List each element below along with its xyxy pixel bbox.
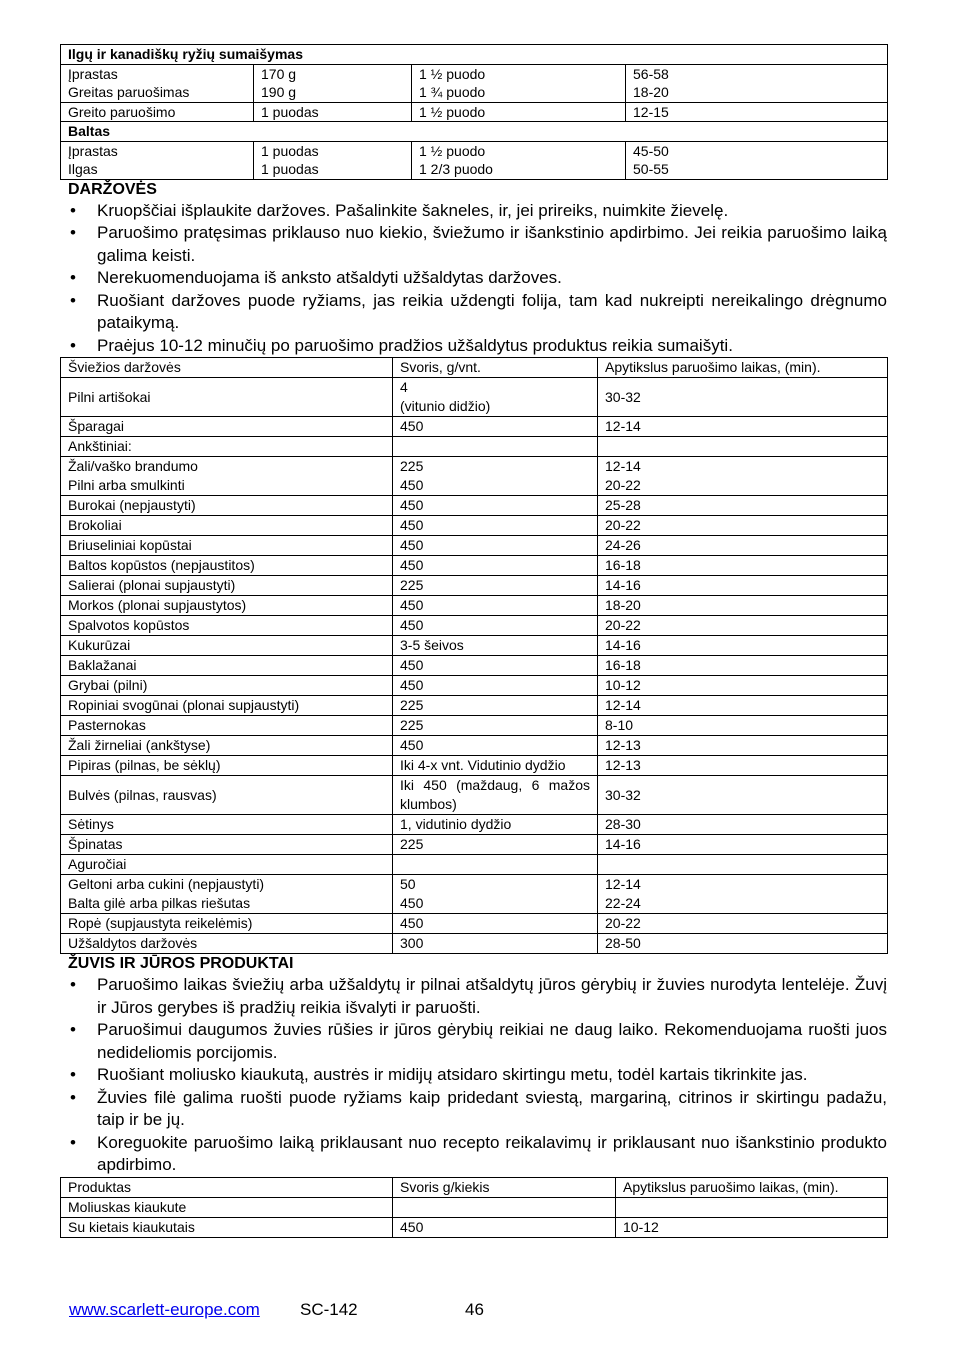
table-row <box>61 815 888 835</box>
table-cell: 8-10 <box>598 716 888 736</box>
table-cell: Aguročiai <box>61 855 393 875</box>
fish-bullet-list <box>60 974 887 1177</box>
bullet-item <box>60 974 887 1019</box>
table-cell: 450 <box>393 516 598 536</box>
table-cell: 28-50 <box>598 934 888 954</box>
table-cell: Ropiniai svogūnai (plonai supjaustyti) <box>61 696 393 716</box>
website-link[interactable]: www.scarlett-europe.com <box>69 1300 260 1319</box>
table-cell: 450 <box>393 1217 616 1237</box>
table-cell: 1 puodas <box>254 102 412 122</box>
table-cell: 30-32 <box>598 776 888 815</box>
table-cell: Briuseliniai kopūstai <box>61 536 393 556</box>
table-cell: 450 <box>393 616 598 636</box>
table-cell: 1 ½ puodo <box>412 102 626 122</box>
vegetables-table <box>60 357 888 954</box>
table-cell: 450 <box>393 496 598 516</box>
table-cell: 450 <box>393 536 598 556</box>
table-row <box>61 496 888 516</box>
bullet-icon: • <box>70 1087 76 1107</box>
table-cell <box>393 855 598 875</box>
bullet-text: Koreguokite paruošimo laiką priklausant nuo recepto reikalavimų ir priklausant nuo išankstinio produkto apdirbimo. <box>97 1132 887 1174</box>
bullet-item <box>60 290 887 335</box>
section-title: Baltas <box>61 122 888 142</box>
table-row <box>61 1217 888 1237</box>
table-row <box>61 1197 888 1217</box>
table-row <box>61 716 888 736</box>
table-cell: 12-14 20-22 <box>598 457 888 496</box>
table-cell: Brokoliai <box>61 516 393 536</box>
table-cell: Spalvotos kopūstos <box>61 616 393 636</box>
table-cell: 450 <box>393 417 598 437</box>
header-cell: Produktas <box>61 1177 393 1197</box>
table-cell: 4 (vitunio didžio) <box>393 378 598 417</box>
table-cell: 24-26 <box>598 536 888 556</box>
table-cell: Sėtinys <box>61 815 393 835</box>
table-row <box>61 616 888 636</box>
bullet-text: Ruošiant moliusko kiaukutą, austrės ir midijų atsidaro skirtingu metu, todėl kartais tikrinkite jas. <box>97 1065 808 1084</box>
table-cell: 225 <box>393 716 598 736</box>
table-row <box>61 736 888 756</box>
section-header-row <box>61 45 888 65</box>
table-cell <box>393 1197 616 1217</box>
table-cell: Įprastas Greitas paruošimas <box>61 64 254 102</box>
bullet-icon: • <box>70 200 76 220</box>
table-cell: 12-13 <box>598 756 888 776</box>
table-cell: 30-32 <box>598 378 888 417</box>
table-row <box>61 576 888 596</box>
table-cell: Iki 450 (maždaug, 6 mažos klumbos) <box>393 776 598 815</box>
bullet-item <box>60 267 887 290</box>
rice-table <box>60 44 888 180</box>
table-cell: Ankštiniai: <box>61 437 393 457</box>
table-cell: Morkos (plonai supjaustytos) <box>61 596 393 616</box>
table-cell: 14-16 <box>598 835 888 855</box>
table-cell: Bulvės (pilnas, rausvas) <box>61 776 393 815</box>
table-cell: Pipiras (pilnas, be sėklų) <box>61 756 393 776</box>
table-header-row <box>61 358 888 378</box>
table-cell <box>598 437 888 457</box>
table-cell: 450 <box>393 596 598 616</box>
vegetables-heading: DARŽOVĖS <box>68 180 157 198</box>
table-header-row <box>61 1177 888 1197</box>
table-row <box>61 536 888 556</box>
fish-heading: ŽUVIS IR JŪROS PRODUKTAI <box>68 955 294 972</box>
table-row <box>61 516 888 536</box>
table-row <box>61 636 888 656</box>
header-cell: Svoris, g/vnt. <box>393 358 598 378</box>
table-cell: 18-20 <box>598 596 888 616</box>
table-row <box>61 417 888 437</box>
table-cell: 450 <box>393 676 598 696</box>
table-cell: 25-28 <box>598 496 888 516</box>
table-cell: Iki 4-x vnt. Vidutinio dydžio <box>393 756 598 776</box>
table-row <box>61 855 888 875</box>
table-cell: 10-12 <box>598 676 888 696</box>
header-cell: Apytikslus paruošimo laikas, (min). <box>598 358 888 378</box>
table-cell: 3-5 šeivos <box>393 636 598 656</box>
table-cell: Šparagai <box>61 417 393 437</box>
model-number: SC-142 <box>300 1300 358 1319</box>
table-cell: 1, vidutinio dydžio <box>393 815 598 835</box>
vegetables-bullet-list <box>60 200 887 358</box>
table-cell: Salierai (plonai supjaustyti) <box>61 576 393 596</box>
table-cell: 56-58 18-20 <box>626 64 888 102</box>
bullet-text: Kruopščiai išplaukite daržoves. Pašalinkite šakneles, ir, jei prireiks, nuimkite žievelę. <box>97 200 729 220</box>
table-row <box>61 756 888 776</box>
page-footer <box>69 1300 484 1320</box>
table-row <box>61 102 888 122</box>
bullet-icon: • <box>70 1020 76 1039</box>
table-cell: 170 g 190 g <box>254 64 412 102</box>
header-cell: Apytikslus paruošimo laikas, (min). <box>616 1177 888 1197</box>
table-cell: Geltoni arba cukini (nepjaustyti) Balta gilė arba pilkas riešutas <box>61 875 393 914</box>
table-cell: Žali/vaško brandumo Pilni arba smulkinti <box>61 457 393 496</box>
bullet-item <box>60 1087 887 1132</box>
table-row <box>61 835 888 855</box>
bullet-icon: • <box>70 268 76 287</box>
bullet-icon: • <box>70 1132 76 1152</box>
fish-table <box>60 1177 888 1238</box>
bullet-item <box>60 335 887 358</box>
table-row <box>61 437 888 457</box>
table-cell: 20-22 <box>598 616 888 636</box>
table-row <box>61 656 888 676</box>
table-cell: 1 ½ puodo 1 2/3 puodo <box>412 141 626 179</box>
bullet-text: Paruošimui daugumos žuvies rūšies ir jūros gėrybių reikiai ne daug laiko. Rekomenduojama ruošti juos nedideliomis porcijomis. <box>97 1020 887 1062</box>
table-cell: Žali žirneliai (ankštyse) <box>61 736 393 756</box>
table-cell <box>598 855 888 875</box>
table-cell: 450 <box>393 736 598 756</box>
bullet-icon: • <box>70 975 76 994</box>
table-cell: 12-14 22-24 <box>598 875 888 914</box>
table-cell <box>393 437 598 457</box>
table-cell: 300 <box>393 934 598 954</box>
table-row <box>61 934 888 954</box>
table-cell: 225 <box>393 696 598 716</box>
table-cell <box>616 1197 888 1217</box>
table-cell: 450 <box>393 656 598 676</box>
table-cell: 1 puodas 1 puodas <box>254 141 412 179</box>
bullet-text: Paruošimo pratęsimas priklauso nuo kiekio, šviežumo ir išankstinio apdirbimo. Jei reikia paruošimo laiką galima keisti. <box>97 223 887 265</box>
header-cell: Svoris g/kiekis <box>393 1177 616 1197</box>
table-cell: Burokai (nepjaustyti) <box>61 496 393 516</box>
table-cell: Greito paruošimo <box>61 102 254 122</box>
table-cell: 225 <box>393 835 598 855</box>
bullet-item <box>60 222 887 267</box>
table-cell: 12-13 <box>598 736 888 756</box>
bullet-icon: • <box>70 1065 76 1084</box>
table-cell: 12-14 <box>598 417 888 437</box>
table-cell: Baltos kopūstos (nepjaustitos) <box>61 556 393 576</box>
table-row <box>61 875 888 914</box>
table-row <box>61 141 888 179</box>
table-cell: 1 ½ puodo 1 ¾ puodo <box>412 64 626 102</box>
table-cell: Įprastas Ilgas <box>61 141 254 179</box>
table-row <box>61 676 888 696</box>
table-cell: 14-16 <box>598 576 888 596</box>
table-cell: Ropė (supjaustyta reikelėmis) <box>61 914 393 934</box>
table-cell: Baklažanai <box>61 656 393 676</box>
table-cell: 20-22 <box>598 914 888 934</box>
table-cell: Kukurūzai <box>61 636 393 656</box>
table-cell: 450 <box>393 556 598 576</box>
table-row <box>61 457 888 496</box>
table-cell: Moliuskas kiaukute <box>61 1197 393 1217</box>
section-header-row <box>61 122 888 142</box>
table-row <box>61 64 888 102</box>
table-row <box>61 378 888 417</box>
bullet-item <box>60 1064 887 1087</box>
table-cell: 45-50 50-55 <box>626 141 888 179</box>
table-cell: 450 <box>393 914 598 934</box>
table-row <box>61 914 888 934</box>
bullet-item <box>60 1019 887 1064</box>
table-cell: 14-16 <box>598 636 888 656</box>
table-cell: Pilni artišokai <box>61 378 393 417</box>
bullet-text: Paruošimo laikas šviežių arba užšaldytų ir pilnai atšaldytų jūros gėrybių ir žuvies nurodyta lentelėje. Žuvį ir Jūros gerybes iš pradžių reikia išvalyti ir paruošti. <box>97 975 887 1017</box>
table-row <box>61 596 888 616</box>
bullet-icon: • <box>70 290 76 310</box>
table-cell: 225 450 <box>393 457 598 496</box>
table-row <box>61 696 888 716</box>
table-row <box>61 776 888 815</box>
table-row <box>61 556 888 576</box>
table-cell: 50 450 <box>393 875 598 914</box>
table-cell: 28-30 <box>598 815 888 835</box>
bullet-icon: • <box>70 223 76 242</box>
table-cell: 20-22 <box>598 516 888 536</box>
page-content <box>60 44 887 1238</box>
table-cell: Grybai (pilni) <box>61 676 393 696</box>
table-cell: 16-18 <box>598 556 888 576</box>
table-cell: 12-14 <box>598 696 888 716</box>
table-cell: Pasternokas <box>61 716 393 736</box>
table-cell: Špinatas <box>61 835 393 855</box>
section-title: Ilgų ir kanadiškų ryžių sumaišymas <box>61 45 888 65</box>
table-cell: 16-18 <box>598 656 888 676</box>
header-cell: Šviežios daržovės <box>61 358 393 378</box>
table-cell: 10-12 <box>616 1217 888 1237</box>
page-number: 46 <box>465 1300 484 1319</box>
table-cell: 12-15 <box>626 102 888 122</box>
bullet-text: Žuvies filė galima ruošti puode ryžiams kaip pridedant sviestą, margariną, citrinos ir skirtingu padažu, taip ir be jų. <box>97 1087 887 1129</box>
bullet-item <box>60 1132 887 1177</box>
bullet-text: Nerekuomenduojama iš anksto atšaldyti užšaldytas daržoves. <box>97 268 562 287</box>
table-cell: Su kietais kiaukutais <box>61 1217 393 1237</box>
table-cell: Užšaldytos daržovės <box>61 934 393 954</box>
table-cell: 225 <box>393 576 598 596</box>
bullet-icon: • <box>70 335 76 355</box>
bullet-text: Ruošiant daržoves puode ryžiams, jas reikia uždengti folija, tam kad nukreipti nereikalingo drėgnumo pataikymą. <box>97 290 887 332</box>
bullet-item <box>60 200 887 223</box>
bullet-text: Praėjus 10-12 minučių po paruošimo pradžios užšaldytus produktus reikia sumaišyti. <box>97 335 733 355</box>
